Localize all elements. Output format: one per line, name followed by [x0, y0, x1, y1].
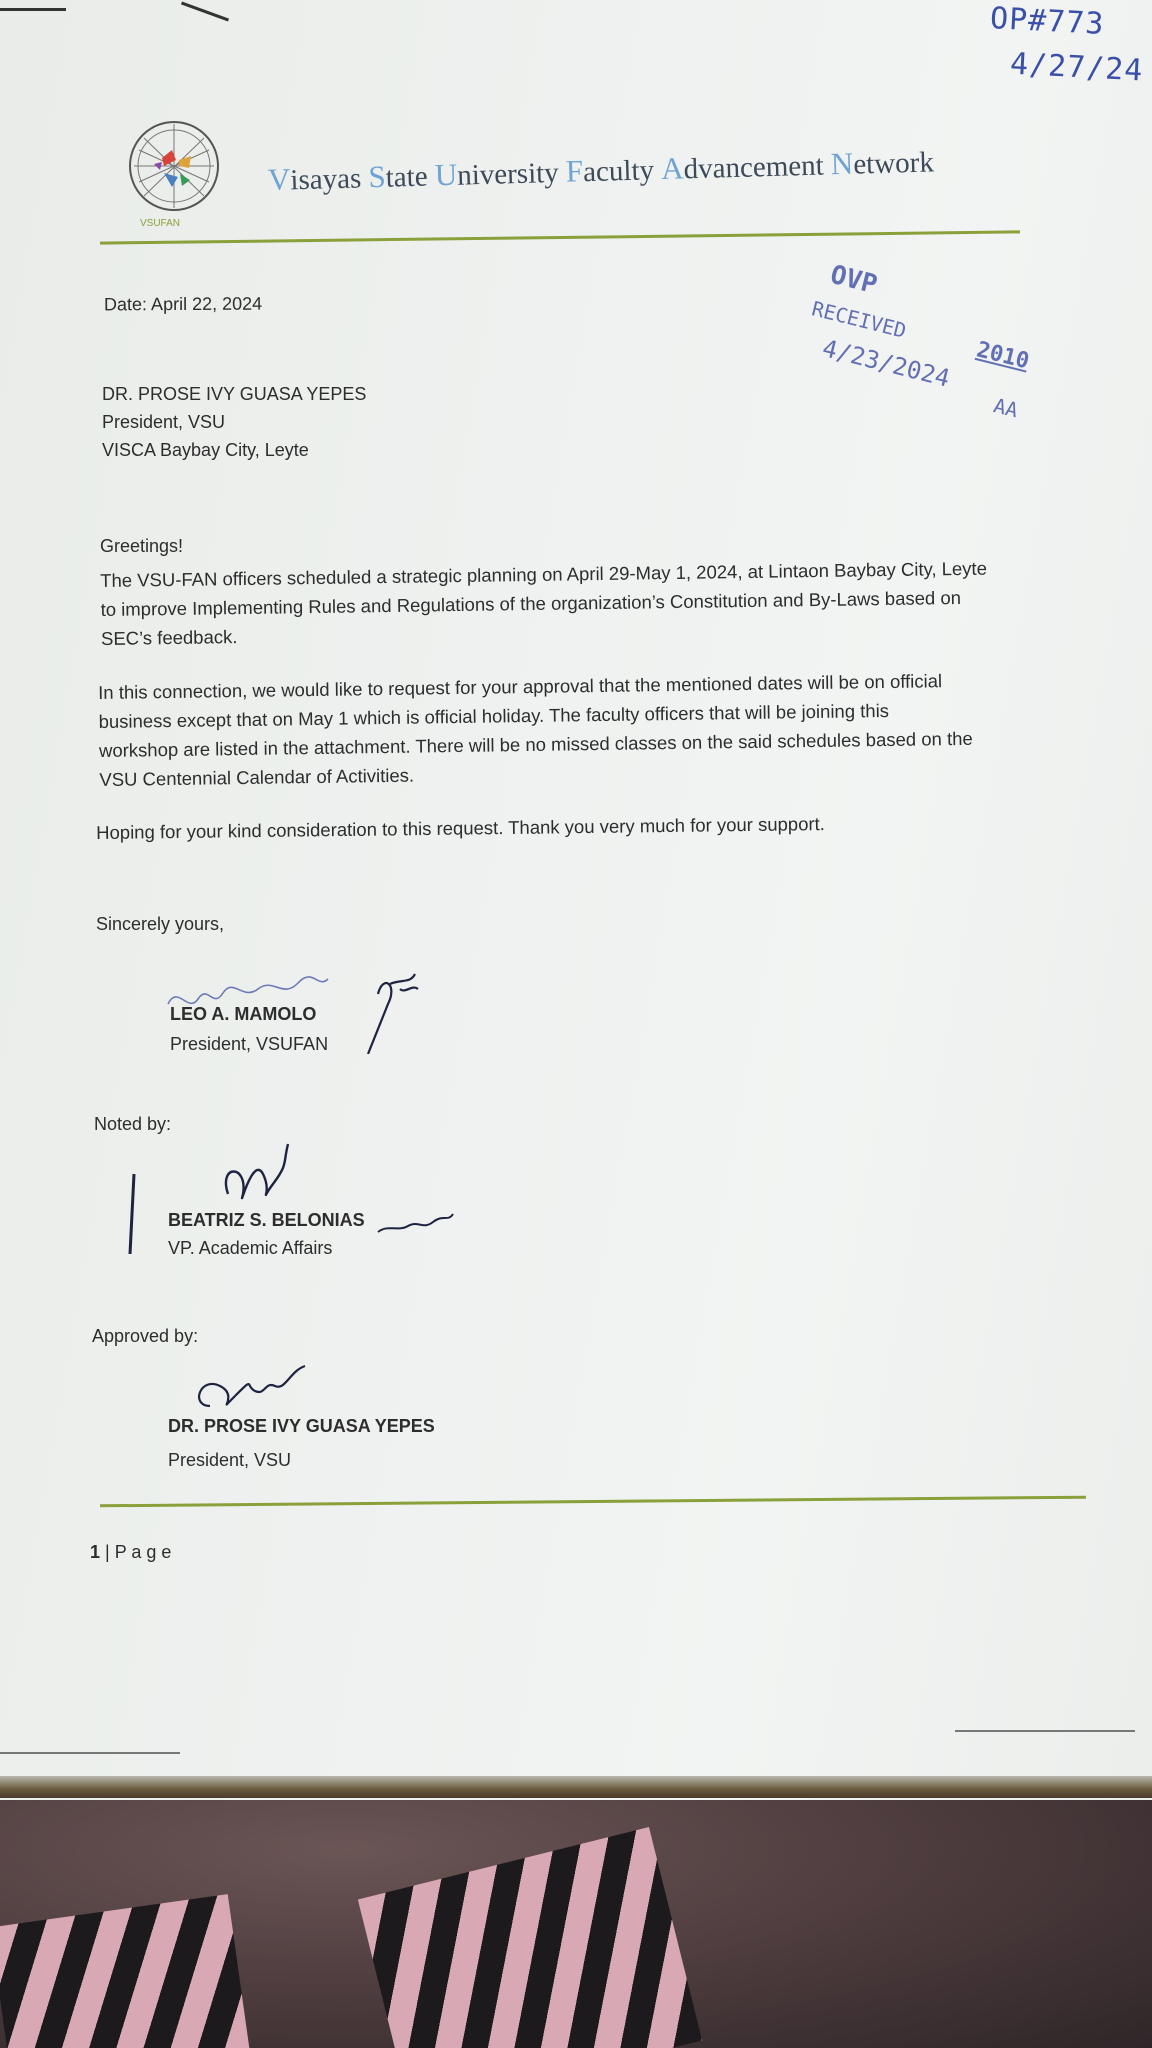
signer1-name: LEO A. MAMOLO — [170, 1004, 317, 1024]
paragraph-1: The VSU-FAN officers scheduled a strategic planning on April 29-May 1, 2024, at Lintaon Baybay City, Leyte to improve Implementing Rules and Regulations of the organization’s Constitution and By-Laws based on SEC’s feedback. — [100, 557, 988, 649]
vsufan-logo — [124, 118, 224, 218]
striped-cloth-right — [358, 1827, 702, 2048]
received-stamp: OVP RECEIVED 2010 4/23/2024 AA — [809, 259, 1032, 423]
handwritten-date: 4/27/24 — [1009, 46, 1145, 89]
org-name: Visayas State University Faculty Advancement Network — [267, 145, 935, 197]
paragraph-2: In this connection, we would like to request for your approval that the mentioned dates will be on official business except that on May 1 which is official holiday. The faculty officers that will be joining this workshop are listed in the attachment. There will be no missed classes on the said schedules based on the VSU Centennial Calendar of Activities. — [98, 670, 973, 790]
greeting: Greetings! — [100, 536, 184, 556]
footer-rule — [100, 1496, 1086, 1508]
paragraph-3: Hoping for your kind consideration to this request. Thank you very much for your support. — [96, 813, 825, 843]
signature-belonias — [118, 1134, 458, 1254]
closing: Sincerely yours, — [96, 914, 225, 934]
letter-date: Date: April 22, 2024 — [103, 293, 263, 315]
bottom-right-mark — [955, 1730, 1135, 1732]
signer1-title: President, VSUFAN — [170, 1034, 329, 1054]
noted-by-label: Noted by: — [94, 1114, 172, 1134]
signer3-title: President, VSU — [168, 1450, 292, 1470]
recipient-name: DR. PROSE IVY GUASA YEPES — [102, 384, 367, 404]
top-left-mark — [0, 8, 66, 11]
page-footer: 1 | P a g e — [90, 1542, 172, 1562]
striped-cloth-left — [0, 1894, 250, 2048]
signer3-name: DR. PROSE IVY GUASA YEPES — [168, 1416, 435, 1436]
bottom-left-mark — [0, 1752, 180, 1754]
signer2-name: BEATRIZ S. BELONIAS — [168, 1210, 365, 1230]
top-mark — [181, 2, 229, 22]
paper-edge — [0, 1776, 1152, 1798]
signer2-title: VP. Academic Affairs — [168, 1238, 333, 1258]
approved-by-label: Approved by: — [92, 1326, 199, 1346]
recipient-address: VISCA Baybay City, Leyte — [102, 440, 309, 460]
background-fabric — [0, 1800, 1152, 2048]
logo-caption: VSUFAN — [140, 218, 181, 229]
recipient-title: President, VSU — [102, 412, 226, 432]
header-rule — [100, 230, 1020, 244]
handwritten-ref-number: OP#773 — [989, 1, 1106, 42]
